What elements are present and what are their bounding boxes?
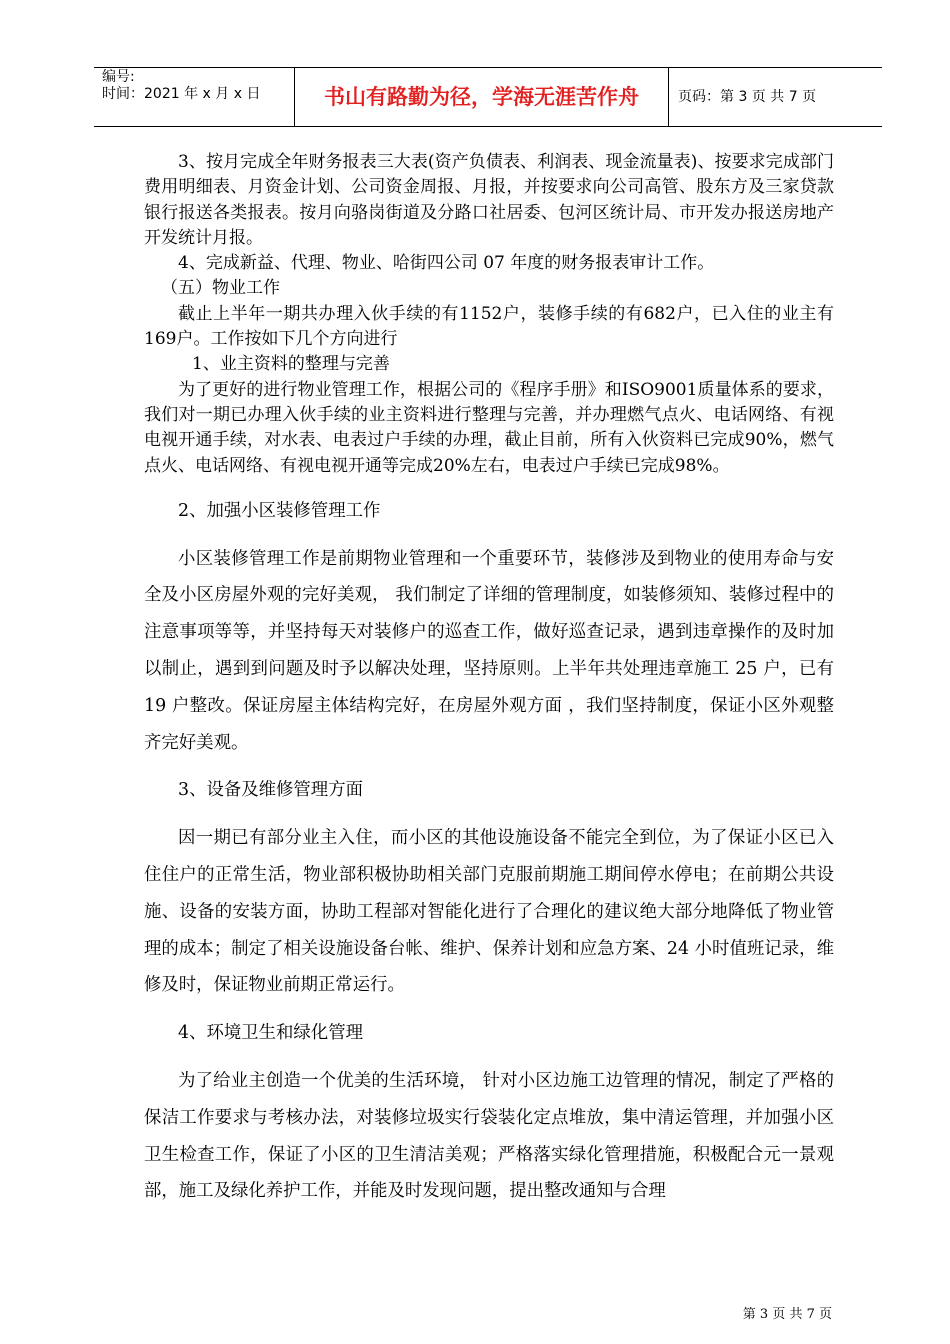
subheading-renovation: 2、加强小区装修管理工作 (178, 500, 381, 521)
page-footer-number: 第 3 页 共 7 页 (742, 1307, 832, 1322)
paragraph-audit: 4、完成新益、代理、物业、哈街四公司 07 年度的财务报表审计工作。 (178, 253, 715, 274)
subheading-owner-records: 1、业主资料的整理与完善 (192, 354, 390, 375)
serial-number-label: 编号: (102, 69, 135, 85)
paragraph-financial-reports: 3、按月完成全年财务报表三大表(资产负债表、利润表、现金流量表)、按要求完成部门费用明细表、月资金计划、公司资金周报、月报，并按要求向公司高管、股东方及三家贷款银行报送各类报表。按月向骆岗街道及分路口社居委、包河区统计局、市开发办报送房地产开发统计月报。 (144, 152, 834, 248)
document-body (144, 150, 834, 1210)
date-label: 时间：2021 年 x 月 x 日 (102, 86, 261, 102)
paragraph-environment: 为了给业主创造一个优美的生活环境， 针对小区边施工边管理的情况，制定了严格的保洁工作要求与考核办法，对装修垃圾实行袋装化定点堆放，集中清运管理，并加强小区卫生检查工作，保证了小区的卫生清洁美观；严格落实绿化管理措施，积极配合元一景观部，施工及绿化养护工作，并能及时发现问题，提出整改通知与合理 (144, 1071, 834, 1202)
paragraph-owner-records: 为了更好的进行物业管理工作，根据公司的《程序手册》和ISO9001质量体系的要求，我们对一期已办理入伙手续的业主资料进行整理与完善，并办理燃气点火、电话网络、有视电视开通手续，对水表、电表过户手续的办理，截止目前，所有入伙资料已完成90%，燃气点火、电话网络、有视电视开通等完成20%左右，电表过户手续已完成98%。 (144, 379, 834, 476)
paragraph-renovation: 小区装修管理工作是前期物业管理和一个重要环节，装修涉及到物业的使用寿命与安全及小区房屋外观的完好美观， 我们制定了详细的管理制度，如装修须知、装修过程中的注意事项等等，并坚持每天对装修户的巡查工作，做好巡查记录，遇到违章操作的及时加以制止，遇到到问题及时予以解决处理，坚持原则。上半年共处理违章施工 25 户，已有 19 户整改。保证房屋主体结构完好，在房屋外观方面 ，我们坚持制度，保证小区外观整齐完好美观。 (144, 548, 834, 753)
subheading-environment: 4、环境卫生和绿化管理 (178, 1023, 363, 1044)
paragraph-property-summary: 截止上半年一期共办理入伙手续的有1152户，装修手续的有682户，已入住的业主有169户。工作按如下几个方向进行 (144, 303, 834, 350)
page-header (94, 67, 882, 127)
header-motto: 书山有路勤为径，学海无涯苦作舟 (295, 68, 669, 126)
subheading-equipment: 3、设备及维修管理方面 (178, 780, 363, 801)
paragraph-equipment: 因一期已有部分业主入住，而小区的其他设施设备不能完全到位，为了保证小区已入住住户的正常生活，物业部积极协助相关部门克服前期施工期间停水停电；在前期公共设施、设备的安装方面，协助工程部对智能化进行了合理化的建议绝大部分地降低了物业管理的成本；制定了相关设施设备台帐、维护、保养计划和应急方案、24 小时值班记录，维修及时，保证物业前期正常运行。 (144, 828, 834, 996)
section-heading-property: （五）物业工作 (161, 278, 280, 299)
header-meta (94, 68, 295, 126)
header-page-number: 页码：第 3 页 共 7 页 (678, 89, 817, 105)
